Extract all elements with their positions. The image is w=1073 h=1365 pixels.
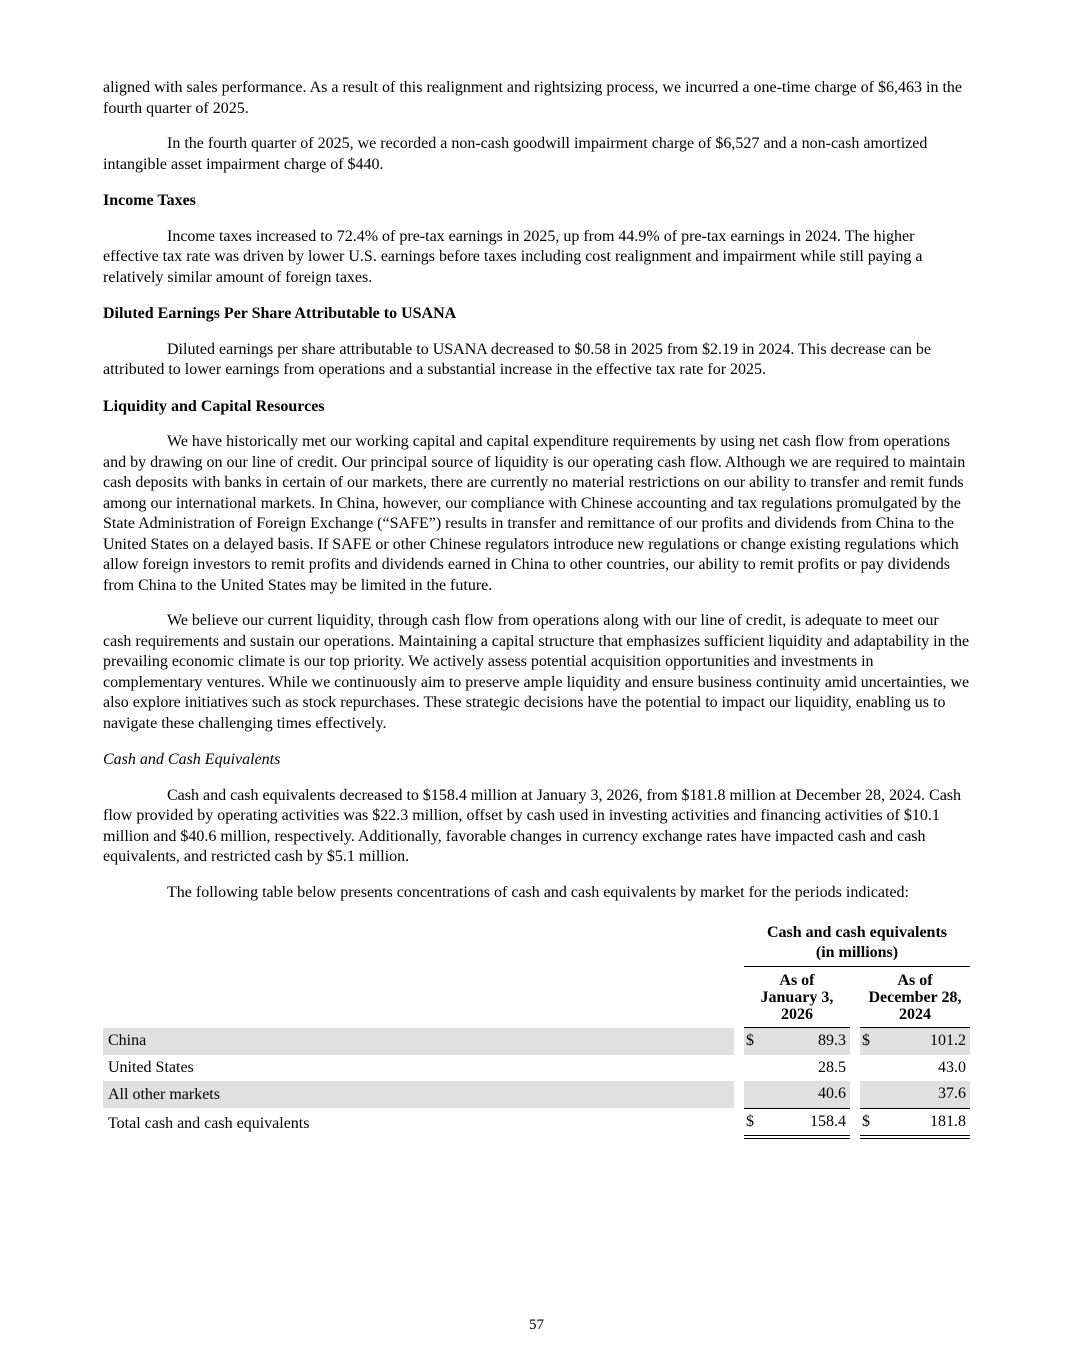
value-2026: 89.3 <box>766 1028 850 1055</box>
value-2024: 101.2 <box>882 1028 970 1055</box>
table-column-header-row <box>103 967 970 1028</box>
table-row-united-states <box>103 1055 970 1082</box>
paragraph-impairment: In the fourth quarter of 2025, we recorded a non-cash goodwill impairment charge of $6,527 and a non-cash amortized intangible asset impairment charge of $440. <box>103 135 928 173</box>
row-label: Total cash and cash equivalents <box>108 1114 310 1132</box>
value-2026: 40.6 <box>766 1081 850 1108</box>
paragraph-liquidity-belief: We believe our current liquidity, through cash flow from operations along with our line of credit, is adequate to meet our cash requirements and sustain our operations. Maintaining a capital structure that emphasizes sufficient liquidity and adaptability in the prevailing economic climate is our top priority. We actively assess potential acquisition opportunities and investments in complementary ventures. While we continuously aim to preserve ample liquidity and ensure business continuity amid uncertainties, we also explore initiatives such as stock repurchases. These strategic decisions have the potential to impact our liquidity, enabling us to navigate these challenging times effectively. <box>103 612 970 732</box>
column-header-2026: As of January 3, 2026 <box>744 967 850 1028</box>
dollar-sign: $ <box>860 1108 882 1137</box>
cash-equivalents-table <box>103 923 970 1139</box>
value-2026: 28.5 <box>817 1058 846 1076</box>
paragraph-diluted-eps: Diluted earnings per share attributable to USANA decreased to $0.58 in 2025 from $2.19 in 2024. This decrease can be attributed to lower earnings from operations and a substantial increase in the effective tax rate for 2025. <box>103 340 931 378</box>
value-2024: 43.0 <box>938 1058 966 1076</box>
heading-diluted-eps: Diluted Earnings Per Share Attributable to USANA <box>103 305 457 322</box>
table-title-row <box>103 923 970 967</box>
paragraph-continuation: aligned with sales performance. As a result of this realignment and rightsizing process, we incurred a one-time charge of $6,463 in the fourth quarter of 2025. <box>103 79 962 117</box>
heading-income-taxes: Income Taxes <box>103 192 196 209</box>
paragraph-income-taxes: Income taxes increased to 72.4% of pre-tax earnings in 2025, up from 44.9% of pre-tax earnings in 2024. The higher effective tax rate was driven by lower U.S. earnings before taxes including cost realignment and impairment while still paying a relatively similar amount of foreign taxes. <box>103 227 923 286</box>
heading-cash-equivalents: Cash and Cash Equivalents <box>103 751 281 768</box>
dollar-sign: $ <box>860 1028 882 1055</box>
dollar-sign: $ <box>744 1028 766 1055</box>
paragraph-liquidity-overview: We have historically met our working capital and capital expenditure requirements by using net cash flow from operations and by drawing on our line of credit. Our principal source of liquidity is our operating cash flow. Although we are required to maintain cash deposits with banks in certain of our markets, there are currently no material restrictions on our ability to transfer and remit funds among our international markets. In China, however, our compliance with Chinese accounting and tax regulations promulgated by the State Administration of Foreign Exchange (“SAFE”) results in transfer and remittance of our profits and dividends from China to the United States on a delayed basis. If SAFE or other Chinese regulators introduce new regulations or change existing regulations which allow foreign investors to remit profits and dividends earned in China to other countries, our ability to remit profits or pay dividends from China to the United States may be limited in the future. <box>103 433 966 594</box>
row-label: All other markets <box>103 1081 734 1108</box>
paragraph-cash-summary: Cash and cash equivalents decreased to $158.4 million at January 3, 2026, from $181.8 million at December 28, 2024. Cash flow provided by operating activities was $22.3 million, offset by cash used in investing activities and financing activities of $10.1 million and $40.6 million, respectively. Additionally, favorable changes in currency exchange rates have impacted cash and cash equivalents, and restricted cash by $5.1 million. <box>103 786 962 865</box>
row-label: China <box>103 1028 734 1055</box>
dollar-sign: $ <box>744 1108 766 1137</box>
table-row-china <box>103 1028 970 1055</box>
heading-liquidity: Liquidity and Capital Resources <box>103 397 325 415</box>
value-2026: 158.4 <box>766 1108 850 1137</box>
row-label: United States <box>108 1058 194 1076</box>
page-number: 57 <box>529 1317 544 1333</box>
table-title <box>744 923 970 967</box>
table-title-line2: (in millions) <box>815 944 899 961</box>
value-2024: 37.6 <box>882 1081 970 1108</box>
column-header-2024: As of December 28, 2024 <box>860 967 970 1028</box>
table-row-all-other-markets <box>103 1081 970 1108</box>
table-row-total <box>103 1108 970 1137</box>
table-title-line1: Cash and cash equivalents <box>766 924 947 941</box>
value-2024: 181.8 <box>882 1108 970 1137</box>
paragraph-table-intro: The following table below presents concentrations of cash and cash equivalents by market for the periods indicated: <box>167 883 909 901</box>
